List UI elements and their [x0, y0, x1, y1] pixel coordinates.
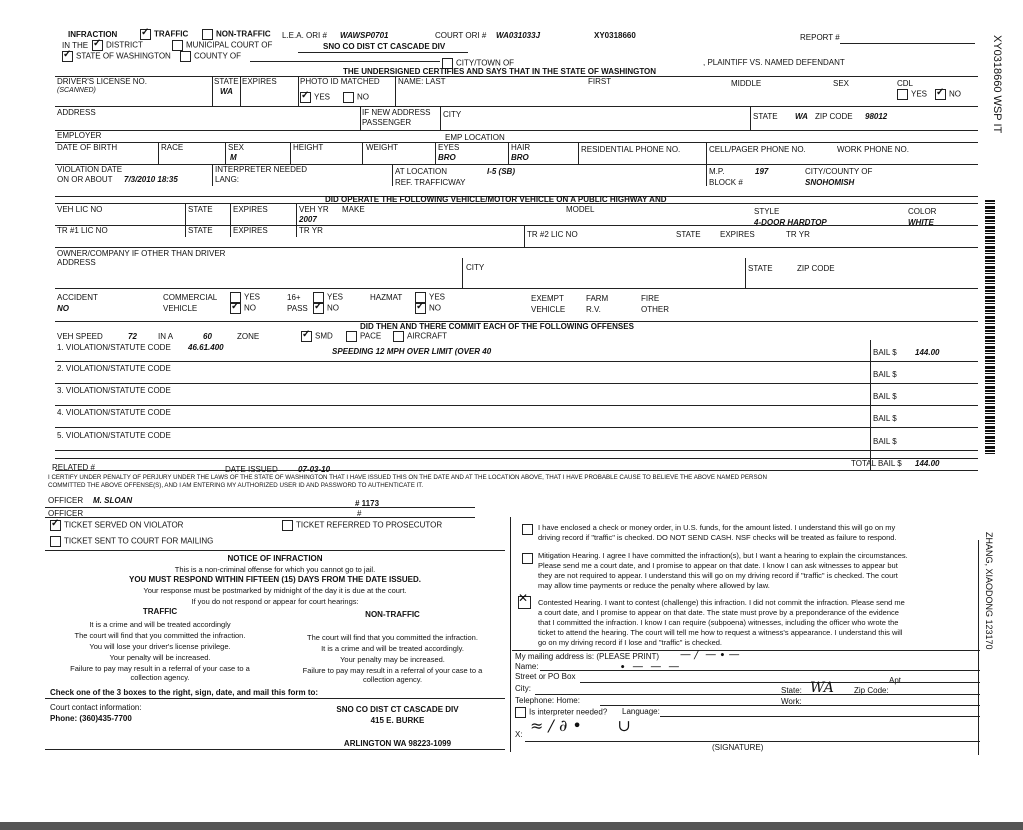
apt-label: Apt.	[889, 676, 904, 685]
notice-line-3: Your response must be postmarked by midnight of the day it is due at the court.	[143, 586, 407, 595]
commercial-yes-checkbox[interactable]: YES	[230, 292, 260, 303]
tr2-expires-label: EXPIRES	[720, 230, 755, 239]
hazmat-no-checkbox[interactable]: ✓NO	[415, 303, 441, 314]
ticket-sent-checkbox[interactable]: TICKET SENT TO COURT FOR MAILING	[50, 536, 213, 547]
smd-checkbox[interactable]: ✓ SMD	[301, 331, 333, 342]
bail-2-label: BAIL $	[873, 370, 897, 379]
certification-text-2: COMMITTED THE ABOVE OFFENSE(S), AND I AM ENTERING MY AUTHORIZED USER ID AND PASSWORD TO AUTHENTICATE IT.	[48, 482, 424, 489]
ticket-referred-checkbox[interactable]: TICKET REFERRED TO PROSECUTOR	[282, 520, 442, 531]
color-label: COLOR	[908, 207, 937, 216]
veh-yr-label: VEH YR	[299, 205, 329, 214]
signature-x-label: X:	[515, 730, 523, 739]
commercial-vehicle-label: VEHICLE	[163, 304, 198, 313]
city-town-checkbox[interactable]: CITY/TOWN OF	[442, 58, 514, 69]
speed-value: 72	[128, 332, 137, 341]
other-label: OTHER	[641, 305, 669, 314]
make-label: MAKE	[342, 205, 365, 214]
nontraffic-line-3: Your penalty may be increased.	[340, 655, 445, 664]
violation-2-label: 2. VIOLATION/STATUTE CODE	[57, 364, 171, 373]
traffic-line-2: The court will find that you committed the infraction.	[74, 631, 246, 640]
street-label: Street or PO Box	[515, 672, 576, 681]
notice-line-4: If you do not respond or appear for court hearings:	[191, 597, 359, 606]
handwritten-mark-1: — / — ∙ —	[680, 648, 740, 661]
violation-date-value: 7/3/2010 18:35	[124, 175, 178, 184]
dl-expires-label: EXPIRES	[242, 77, 277, 86]
aircraft-checkbox[interactable]: AIRCRAFT	[393, 331, 447, 342]
court-ori-label: COURT ORI #	[435, 31, 487, 40]
officer-label: OFFICER	[48, 496, 84, 505]
traffic-line-1: It is a crime and will be treated accordingly	[89, 620, 231, 629]
traffic-line-4: Your penalty will be increased.	[109, 653, 211, 662]
veh-state-label: STATE	[188, 205, 213, 214]
city-label: CITY	[443, 110, 462, 119]
total-bail-label: TOTAL BAIL $	[851, 459, 902, 468]
owner-label: OWNER/COMPANY IF OTHER THAN DRIVER	[57, 249, 226, 258]
court-ori-value: WA031033J	[496, 31, 541, 40]
veh-speed-label: VEH SPEED	[57, 332, 103, 341]
at-location-label: AT LOCATION	[395, 167, 448, 176]
on-or-about-label: ON OR ABOUT	[57, 175, 113, 184]
accident-label: ACCIDENT	[57, 293, 98, 302]
name-last-label: NAME: LAST	[398, 77, 446, 86]
nontraffic-line-2: It is a crime and will be treated accordingly.	[321, 644, 464, 653]
hair-value: BRO	[511, 153, 529, 162]
mp-label: M.P.	[709, 167, 725, 176]
in-a-label: IN A	[158, 332, 174, 341]
zip-mail-label: Zip Code:	[854, 686, 889, 695]
option-mitigation-text-4: may allow time payments or reduce the penalty where allowed by law.	[538, 581, 770, 590]
notice-title: NOTICE OF INFRACTION	[227, 554, 323, 563]
owner-state-label: STATE	[748, 264, 773, 273]
violation-date-label: VIOLATION DATE	[57, 165, 123, 174]
offenses-heading: DID THEN AND THERE COMMIT EACH OF THE FOLLOWING OFFENSES	[360, 322, 634, 331]
lea-ori-value: WAWSP0701	[340, 31, 389, 40]
tr1-expires-label: EXPIRES	[233, 226, 268, 235]
ref-trafficway-label: REF. TRAFFICWAY	[395, 178, 466, 187]
pass-yes-checkbox[interactable]: YES	[313, 292, 343, 303]
veh-lic-label: VEH LIC NO	[57, 205, 103, 214]
notice-line-1: This is a non-criminal offense for which you cannot go to jail.	[174, 565, 376, 574]
state-wa-checkbox[interactable]: ✓STATE OF WASHINGTON	[62, 51, 171, 62]
location-value: I-5 (SB)	[487, 167, 515, 176]
traffic-checkbox[interactable]: ✓ TRAFFIC	[140, 29, 188, 40]
commercial-label: COMMERCIAL	[163, 293, 218, 302]
officer-value: M. SLOAN	[93, 496, 133, 505]
dl-value: (SCANNED)	[57, 87, 96, 94]
infraction-label: INFRACTION	[68, 30, 118, 39]
option-pay-text-2: driving record if "traffic" is checked. DO NOT SEND CASH. NSF checks will be treated as failure to respond.	[538, 533, 897, 542]
date-issued-value: 07-03-10	[298, 465, 331, 474]
nontraffic-line-5: collection agency.	[362, 675, 423, 684]
block-label: BLOCK #	[709, 178, 743, 187]
addr-state-label: STATE	[753, 112, 778, 121]
telephone-label: Telephone: Home:	[515, 696, 580, 705]
signature-label: (SIGNATURE)	[712, 743, 764, 752]
exempt-label: EXEMPT	[531, 294, 564, 303]
rv-label: R.V.	[586, 305, 601, 314]
district-checkbox[interactable]: ✓ DISTRICT	[92, 40, 143, 51]
model-label: MODEL	[566, 205, 595, 214]
handwritten-mark-2: ∙ — — —	[620, 660, 680, 673]
photo-yes-checkbox[interactable]: ✓YES	[300, 92, 330, 103]
language-label: Language:	[622, 707, 660, 716]
race-label: RACE	[161, 143, 184, 152]
court-name: SNO CO DIST CT CASCADE DIV	[323, 42, 446, 51]
farm-label: FARM	[586, 294, 609, 303]
pass-no-checkbox[interactable]: ✓NO	[313, 303, 339, 314]
name-first-label: FIRST	[588, 77, 612, 86]
dl-label: DRIVER'S LICENSE NO.	[57, 77, 147, 86]
pace-checkbox[interactable]: PACE	[346, 331, 381, 342]
violation-3-label: 3. VIOLATION/STATUTE CODE	[57, 386, 171, 395]
interpreter-label: INTERPRETER NEEDED	[215, 165, 308, 174]
eyes-label: EYES	[438, 143, 460, 152]
in-the-label: IN THE	[62, 41, 89, 50]
did-operate-heading: DID OPERATE THE FOLLOWING VEHICLE/MOTOR VEHICLE ON A PUBLIC HIGHWAY AND	[325, 195, 667, 204]
bail-3-label: BAIL $	[873, 392, 897, 401]
court-address-1: SNO CO DIST CT CASCADE DIV	[336, 705, 459, 714]
hair-label: HAIR	[511, 143, 531, 152]
bail-5-label: BAIL $	[873, 437, 897, 446]
mp-value: 197	[755, 167, 769, 176]
dob-sex-label: SEX	[228, 143, 245, 152]
related-label: RELATED #	[52, 463, 95, 472]
eyes-value: BRO	[438, 153, 456, 162]
interpreter-needed-checkbox[interactable]: Is interpreter needed?	[515, 707, 607, 718]
sex-value: M	[230, 153, 237, 162]
veh-yr-value: 2007	[299, 215, 317, 224]
option-contested-checkbox[interactable]	[518, 596, 534, 609]
ticket-served-checkbox[interactable]: ✓TICKET SERVED ON VIOLATOR	[50, 520, 183, 531]
violation-1-desc: SPEEDING 12 MPH OVER LIMIT (OVER 40	[332, 347, 492, 356]
handwritten-signature: ≈ / ∂ • ∪	[530, 716, 631, 735]
check-instructions: Check one of the 3 boxes to the right, sign, date, and mail this form to:	[50, 688, 319, 697]
res-phone-label: RESIDENTIAL PHONE NO.	[581, 145, 681, 154]
traffic-line-3: You will lose your driver's license privilege.	[89, 642, 231, 651]
addr-state-value: WA	[795, 112, 808, 121]
certification-text-1: I CERTIFY UNDER PENALTY OF PERJURY UNDER THE LAWS OF THE STATE OF WASHINGTON THAT I HAVE ISSUED THIS ON THE DATE AND AT THE LOCATION ABOVE, THAT I HAVE PROBABLE CAUSE TO BELIEVE THE ABOVE NAMED PERSON	[48, 474, 767, 481]
cell-phone-label: CELL/PAGER PHONE NO.	[709, 145, 806, 154]
tr1-label: TR #1 LIC NO	[57, 226, 108, 235]
violation-5-label: 5. VIOLATION/STATUTE CODE	[57, 431, 171, 440]
accident-value: NO	[57, 304, 69, 313]
option-contested-text-5: go on my driving record if I lose and "traffic" is checked.	[538, 638, 723, 647]
dob-label: DATE OF BIRTH	[57, 143, 118, 152]
exempt-vehicle-label: VEHICLE	[531, 305, 566, 314]
tr2-yr-label: TR YR	[786, 230, 810, 239]
county-checkbox[interactable]: COUNTY OF	[180, 51, 241, 62]
owner-address-label: ADDRESS	[57, 258, 96, 267]
hazmat-label: HAZMAT	[370, 293, 403, 302]
court-contact-label: Court contact information:	[50, 703, 142, 712]
bottom-strip	[0, 822, 1023, 830]
name-middle-label: MIDDLE	[731, 79, 762, 88]
date-issued-label: DATE ISSUED	[225, 465, 278, 474]
traffic-heading: TRAFFIC	[142, 607, 178, 616]
mailing-label: My mailing address is: (PLEASE PRINT)	[515, 652, 660, 661]
option-contested-text-1: Contested Hearing. I want to contest (challenge) this infraction. I did not commit the infraction. Please send me	[538, 598, 905, 607]
zip-value: 98012	[865, 112, 888, 121]
side-citation-text: XY0318660 WSP IT	[991, 35, 1003, 134]
violation-4-label: 4. VIOLATION/STATUTE CODE	[57, 408, 171, 417]
tr1-state-label: STATE	[188, 226, 213, 235]
bail-1-label: BAIL $	[873, 348, 897, 357]
style-value: 4-DOOR HARDTOP	[754, 218, 827, 227]
traffic-line-6: collection agency.	[130, 673, 190, 682]
option-mitigation-text-1: Mitigation Hearing. I agree I have committed the infraction(s), but I want a hearing to explain the circumstances.	[538, 551, 908, 560]
commercial-no-checkbox[interactable]: ✓NO	[230, 303, 256, 314]
bail-4-label: BAIL $	[873, 414, 897, 423]
emp-location-label: EMP LOCATION	[445, 133, 505, 142]
tr2-state-label: STATE	[676, 230, 701, 239]
work-phone-mail-label: Work:	[781, 697, 802, 706]
barcode-image	[985, 200, 995, 455]
sex-label: SEX	[833, 79, 850, 88]
option-contested-text-2: a court date, and I promise to appear on that date. The state must prove by a preponderance of the evidence	[538, 608, 899, 617]
citation-number: XY0318660	[594, 31, 636, 40]
work-phone-label: WORK PHONE NO.	[837, 145, 910, 154]
lea-ori-label: L.E.A. ORI #	[282, 31, 327, 40]
address-label: ADDRESS	[57, 108, 96, 117]
report-label: REPORT #	[800, 33, 840, 42]
option-mitigation-text-2: Please send me a court date, and I promise to appear on that date. I know I can ask witnesses to appear but	[538, 561, 898, 570]
pass16-label: 16+	[287, 293, 301, 302]
nontraffic-line-1: The court will find that you committed the infraction.	[307, 633, 478, 642]
notice-line-2: YOU MUST RESPOND WITHIN FIFTEEN (15) DAYS FROM THE DATE ISSUED.	[128, 575, 422, 584]
zone-label: ZONE	[237, 332, 260, 341]
photo-id-label: PHOTO ID MATCHED	[300, 77, 380, 86]
passenger-label: PASSENGER	[362, 118, 412, 127]
photo-no-checkbox[interactable]: NO	[343, 92, 369, 103]
officer2-label: OFFICER	[48, 509, 84, 518]
employer-label: EMPLOYER	[57, 131, 102, 140]
nontraffic-line-4: Failure to pay may result in a referral of your case to a	[302, 666, 483, 675]
dl-state-value: WA	[220, 87, 233, 96]
pass-label: PASS	[287, 304, 308, 313]
dl-state-label: STATE	[214, 77, 239, 86]
owner-zip-label: ZIP CODE	[797, 264, 835, 273]
cdl-yes-checkbox[interactable]: YES	[897, 89, 927, 100]
certifies-heading: THE UNDERSIGNED CERTIFIES AND SAYS THAT IN THE STATE OF WASHINGTON	[343, 67, 657, 76]
option-mitigation-text-3: they are not required to appear. I understand this will go on my driving record if "traffic" is checked. The court	[538, 571, 898, 580]
cdl-no-checkbox[interactable]: ✓ NO	[935, 89, 961, 100]
lang-label: LANG:	[215, 175, 240, 184]
bail-1-value: 144.00	[915, 348, 940, 357]
city-mail-label: City:	[515, 684, 531, 693]
municipal-checkbox[interactable]: MUNICIPAL COURT OF	[172, 40, 272, 51]
option-contested-text-4: ticket to attend the hearing. The court will tell me how to request a witness's appearance. I understand this will	[538, 628, 903, 637]
court-address-2: 415 E. BURKE	[370, 716, 425, 725]
city-county-label: CITY/COUNTY OF	[805, 167, 873, 176]
style-label: STYLE	[754, 207, 780, 216]
badge-number: # 1173	[355, 499, 380, 508]
nontraffic-checkbox[interactable]: NON-TRAFFIC	[202, 29, 271, 40]
officer2-hash: #	[357, 509, 362, 518]
color-value: WHITE	[908, 218, 934, 227]
option-contested-text-3: that I committed the infraction. I know I can require (subpoena) witnesses, including the officer who wrote the	[538, 618, 899, 627]
hazmat-yes-checkbox[interactable]: YES	[415, 292, 445, 303]
veh-expires-label: EXPIRES	[233, 205, 268, 214]
height-label: HEIGHT	[293, 143, 324, 152]
violation-1-code: 46.61.400	[188, 343, 224, 352]
total-bail-value: 144.00	[915, 459, 940, 468]
owner-city-label: CITY	[466, 263, 485, 272]
tr1-yr-label: TR YR	[299, 226, 323, 235]
if-new-address-label: IF NEW ADDRESS	[362, 108, 431, 117]
traffic-line-5: Failure to pay may result in a referral of your case to a	[70, 664, 250, 673]
zip-label: ZIP CODE	[815, 112, 853, 121]
option-mitigation-checkbox[interactable]	[522, 553, 536, 564]
violation-1-label: 1. VIOLATION/STATUTE CODE	[57, 343, 171, 352]
fire-label: FIRE	[641, 294, 660, 303]
zone-value: 60	[203, 332, 212, 341]
side-name-text: ZHANG, XIAODONG 123170	[984, 532, 994, 650]
option-pay-checkbox[interactable]	[522, 524, 536, 535]
mailing-name-label: Name:	[515, 662, 539, 671]
weight-label: WEIGHT	[366, 143, 398, 152]
court-address-3: ARLINGTON WA 98223-1099	[343, 739, 452, 748]
tr2-label: TR #2 LIC NO	[527, 230, 578, 239]
cdl-label: CDL	[897, 79, 914, 88]
court-phone: Phone: (360)435-7700	[50, 714, 132, 723]
option-pay-text-1: I have enclosed a check or money order, in U.S. funds, for the amount listed. I understand this will go on my	[538, 523, 896, 532]
state-handwritten: WA	[810, 680, 834, 696]
nontraffic-heading: NON-TRAFFIC	[365, 610, 420, 619]
plaintiff-text: , PLAINTIFF VS. NAMED DEFENDANT	[703, 58, 845, 67]
county-value: SNOHOMISH	[805, 178, 855, 187]
state-mail-label: State:	[781, 686, 802, 695]
